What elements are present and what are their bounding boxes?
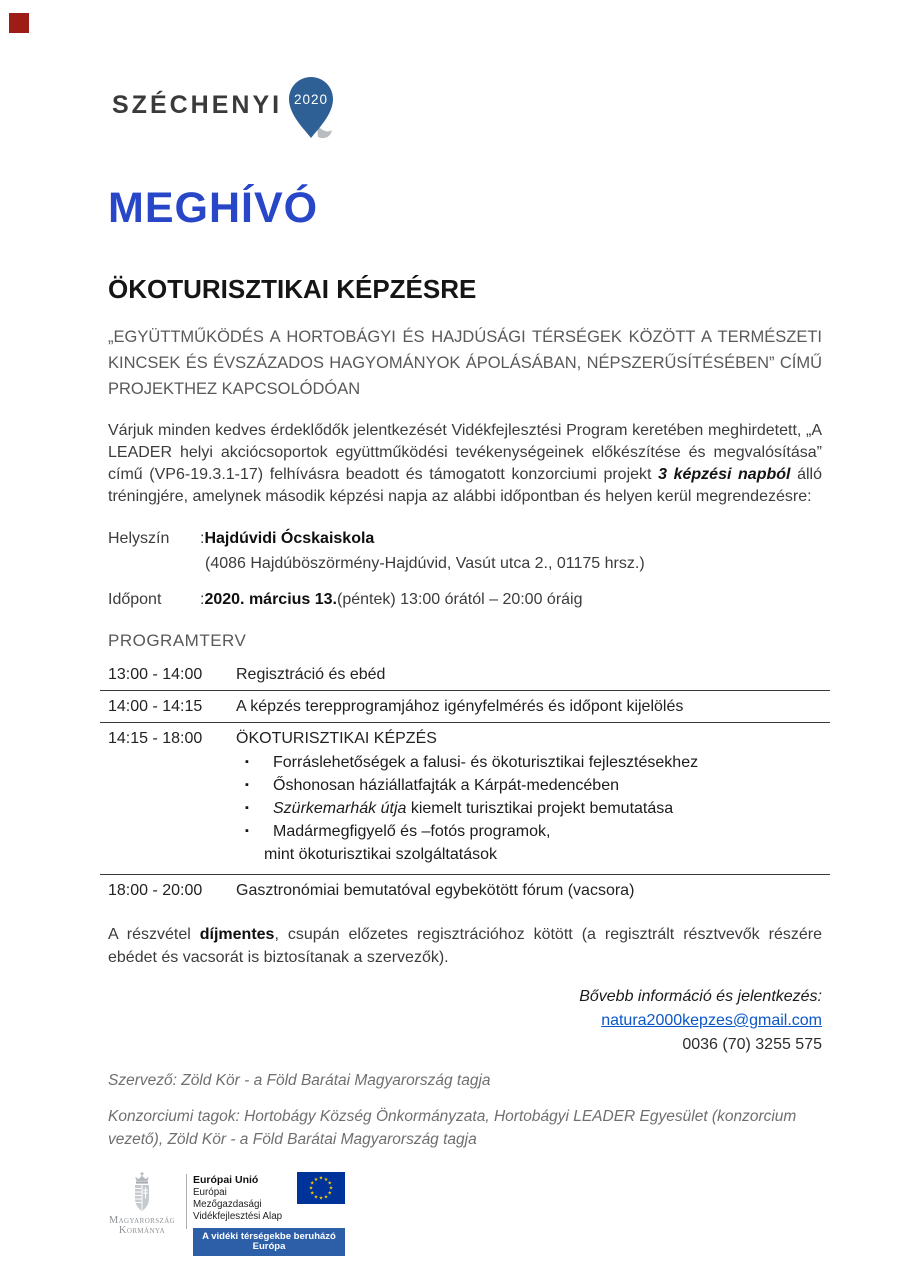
- fee-text-before: A részvétel: [108, 926, 200, 943]
- contact-label: Bővebb információ és jelentkezés:: [579, 988, 822, 1005]
- government-logo: [100, 1172, 184, 1235]
- list-item: [236, 820, 830, 843]
- location-label: Helyszín: [108, 530, 170, 547]
- hungary-coat-of-arms-icon: [129, 1172, 155, 1213]
- bullet-text: Madármegfigyelő és –fotós programok,: [273, 823, 551, 840]
- date-row: [108, 589, 822, 611]
- bullet-text-rest: kiemelt turisztikai projekt bemutatása: [406, 800, 674, 817]
- table-row: [100, 659, 830, 691]
- bullet-text: [273, 797, 830, 820]
- svg-text:★: ★: [323, 1194, 329, 1201]
- consortium-line: Konzorciumi tagok: Hortobágy Község Önkormányzata, Hortobágyi LEADER Egyesület (konzorcium vezető), Zöld Kör - a Föld Barátai Magyarország tagja: [108, 1108, 797, 1148]
- contact-phone: 0036 (70) 3255 575: [682, 1036, 822, 1053]
- bullet-continuation: mint ökoturisztikai szolgáltatások: [264, 846, 497, 863]
- intro-highlight: 3 képzési napból: [658, 466, 791, 483]
- svg-text:★: ★: [328, 1185, 334, 1192]
- date-colon: :: [200, 591, 205, 608]
- eu-fund-line2: Vidékfejlesztési Alap: [193, 1211, 283, 1222]
- event-subtitle: ÖKOTURISZTIKAI KÉPZÉSRE: [108, 274, 477, 304]
- project-title-paragraph: „EGYÜTTMŰKÖDÉS A HORTOBÁGYI ÉS HAJDÚSÁGI TÉRSÉGEK KÖZÖTT A TERMÉSZETI KINCSEK ÉS ÉVSZÁZADOS HAGYOMÁNYOK ÁPOLÁSÁBAN, NÉPSZERŰSÍTÉSÉBEN” CÍMŰ PROJEKTHEZ KAPCSOLÓDÓAN: [108, 328, 822, 398]
- svg-text:★: ★: [318, 1195, 324, 1202]
- location-row: [108, 528, 822, 550]
- government-name-line2: Kormánya: [118, 1224, 166, 1236]
- szechenyi-logo-wordmark: SZÉCHENYI: [112, 91, 283, 119]
- bullet-square-icon: ▪: [245, 779, 249, 791]
- list-item: [236, 751, 830, 774]
- location-address: (4086 Hajdúböszörmény-Hajdúvid, Vasút utca 2., 01175 hrsz.): [205, 555, 645, 572]
- bullet-square-icon: ▪: [245, 756, 249, 768]
- date-value: 2020. március 13.: [204, 591, 337, 608]
- eu-fund-labels: [193, 1172, 295, 1223]
- intro-paragraph: [108, 420, 822, 508]
- email-link[interactable]: natura2000kepzes@gmail.com: [601, 1012, 822, 1029]
- svg-text:★: ★: [310, 1180, 315, 1187]
- fee-highlight: díjmentes: [199, 926, 275, 943]
- row-time: 14:00 - 14:15: [108, 698, 203, 715]
- intro-text-after: álló tréningjére, amelynek második képzési napja az alábbi időpontban és helyen kerül megrendezésre:: [108, 466, 822, 505]
- location-colon: :: [200, 530, 205, 547]
- svg-text:★: ★: [327, 1190, 332, 1197]
- program-heading: PROGRAMTERV: [108, 631, 247, 650]
- svg-text:★: ★: [323, 1176, 329, 1183]
- svg-text:★: ★: [310, 1190, 315, 1197]
- bullet-text: Őshonosan háziállatfajták a Kárpát-medencében: [273, 777, 619, 794]
- row-activity-title: ÖKOTURISZTIKAI KÉPZÉS: [236, 730, 437, 747]
- intro-text-before: Várjuk minden kedves érdeklődők jelentkezését Vidékfejlesztési Program keretében meghirdetett, „A LEADER helyi akciócsoportok együttműködési tevékenységeinek előkészítése és megvalósítása” című (VP6-19.3.1-17) felhívásra beadott és támogatott konzorciumi projekt: [108, 422, 822, 483]
- page-corner-marker: [9, 13, 29, 33]
- eu-banner: A vidéki térségekbe beruházó Európa: [193, 1228, 345, 1256]
- program-table: [100, 659, 830, 906]
- location-name: Hajdúvidi Ócskaiskola: [204, 530, 375, 547]
- footer-logos: [100, 1172, 345, 1256]
- svg-text:★: ★: [327, 1180, 332, 1187]
- eu-funding-block: [193, 1172, 345, 1256]
- svg-text:★: ★: [313, 1194, 319, 1201]
- government-name: [100, 1216, 184, 1235]
- map-pin-icon: [288, 76, 334, 140]
- eu-title: Európai Unió: [193, 1174, 259, 1186]
- logo-year-label: 2020: [294, 92, 329, 107]
- row-time: 13:00 - 14:00: [108, 666, 203, 683]
- list-item: [236, 774, 830, 797]
- bullet-text: Forráslehetőségek a falusi- és ökoturisztikai fejlesztésekhez: [273, 754, 699, 771]
- event-details: [108, 528, 822, 611]
- row-time: 14:15 - 18:00: [108, 730, 203, 747]
- table-row: [100, 875, 830, 906]
- svg-text:★: ★: [313, 1176, 319, 1183]
- svg-text:★: ★: [308, 1185, 314, 1192]
- document-body: [108, 186, 822, 1151]
- list-item: [236, 797, 830, 820]
- fee-text-after: , csupán előzetes regisztrációhoz kötött (a regisztrált résztvevők részére ebédet és vacsorát is biztosítanak a szervezők).: [108, 926, 823, 966]
- svg-text:★: ★: [318, 1175, 324, 1182]
- row-activity: Regisztráció és ebéd: [236, 666, 386, 683]
- contact-block: [108, 985, 822, 1057]
- eu-top-row: [193, 1172, 345, 1223]
- row-activity: Gasztronómiai bemutatóval egybekötött fórum (vacsora): [236, 882, 635, 899]
- date-time-range: (péntek) 13:00 órától – 20:00 óráig: [337, 591, 583, 608]
- fee-paragraph: [108, 923, 822, 969]
- date-label: Időpont: [108, 591, 162, 608]
- footer-divider: [186, 1174, 187, 1229]
- eu-flag-icon: [297, 1172, 345, 1204]
- bullet-square-icon: ▪: [245, 802, 249, 814]
- eu-fund-line1: Európai Mezőgazdasági: [193, 1187, 262, 1210]
- organizer-line: Szervező: Zöld Kör - a Föld Barátai Magyarország tagja: [108, 1072, 491, 1089]
- table-row: [100, 723, 830, 875]
- row-time: 18:00 - 20:00: [108, 882, 203, 899]
- szechenyi-2020-logo: [112, 76, 334, 140]
- page-title: MEGHÍVÓ: [108, 184, 319, 232]
- government-name-line1: Magyarország: [108, 1215, 176, 1226]
- row-activity: A képzés terepprogramjához igényfelmérés és időpont kijelölés: [236, 698, 684, 715]
- contact-email-row: [108, 1009, 822, 1033]
- bullet-list: [236, 751, 830, 870]
- table-row: [100, 691, 830, 723]
- row-activity: [236, 727, 830, 870]
- bullet-text-italic: Szürkemarhák útja: [273, 800, 407, 817]
- bullet-square-icon: ▪: [245, 825, 249, 837]
